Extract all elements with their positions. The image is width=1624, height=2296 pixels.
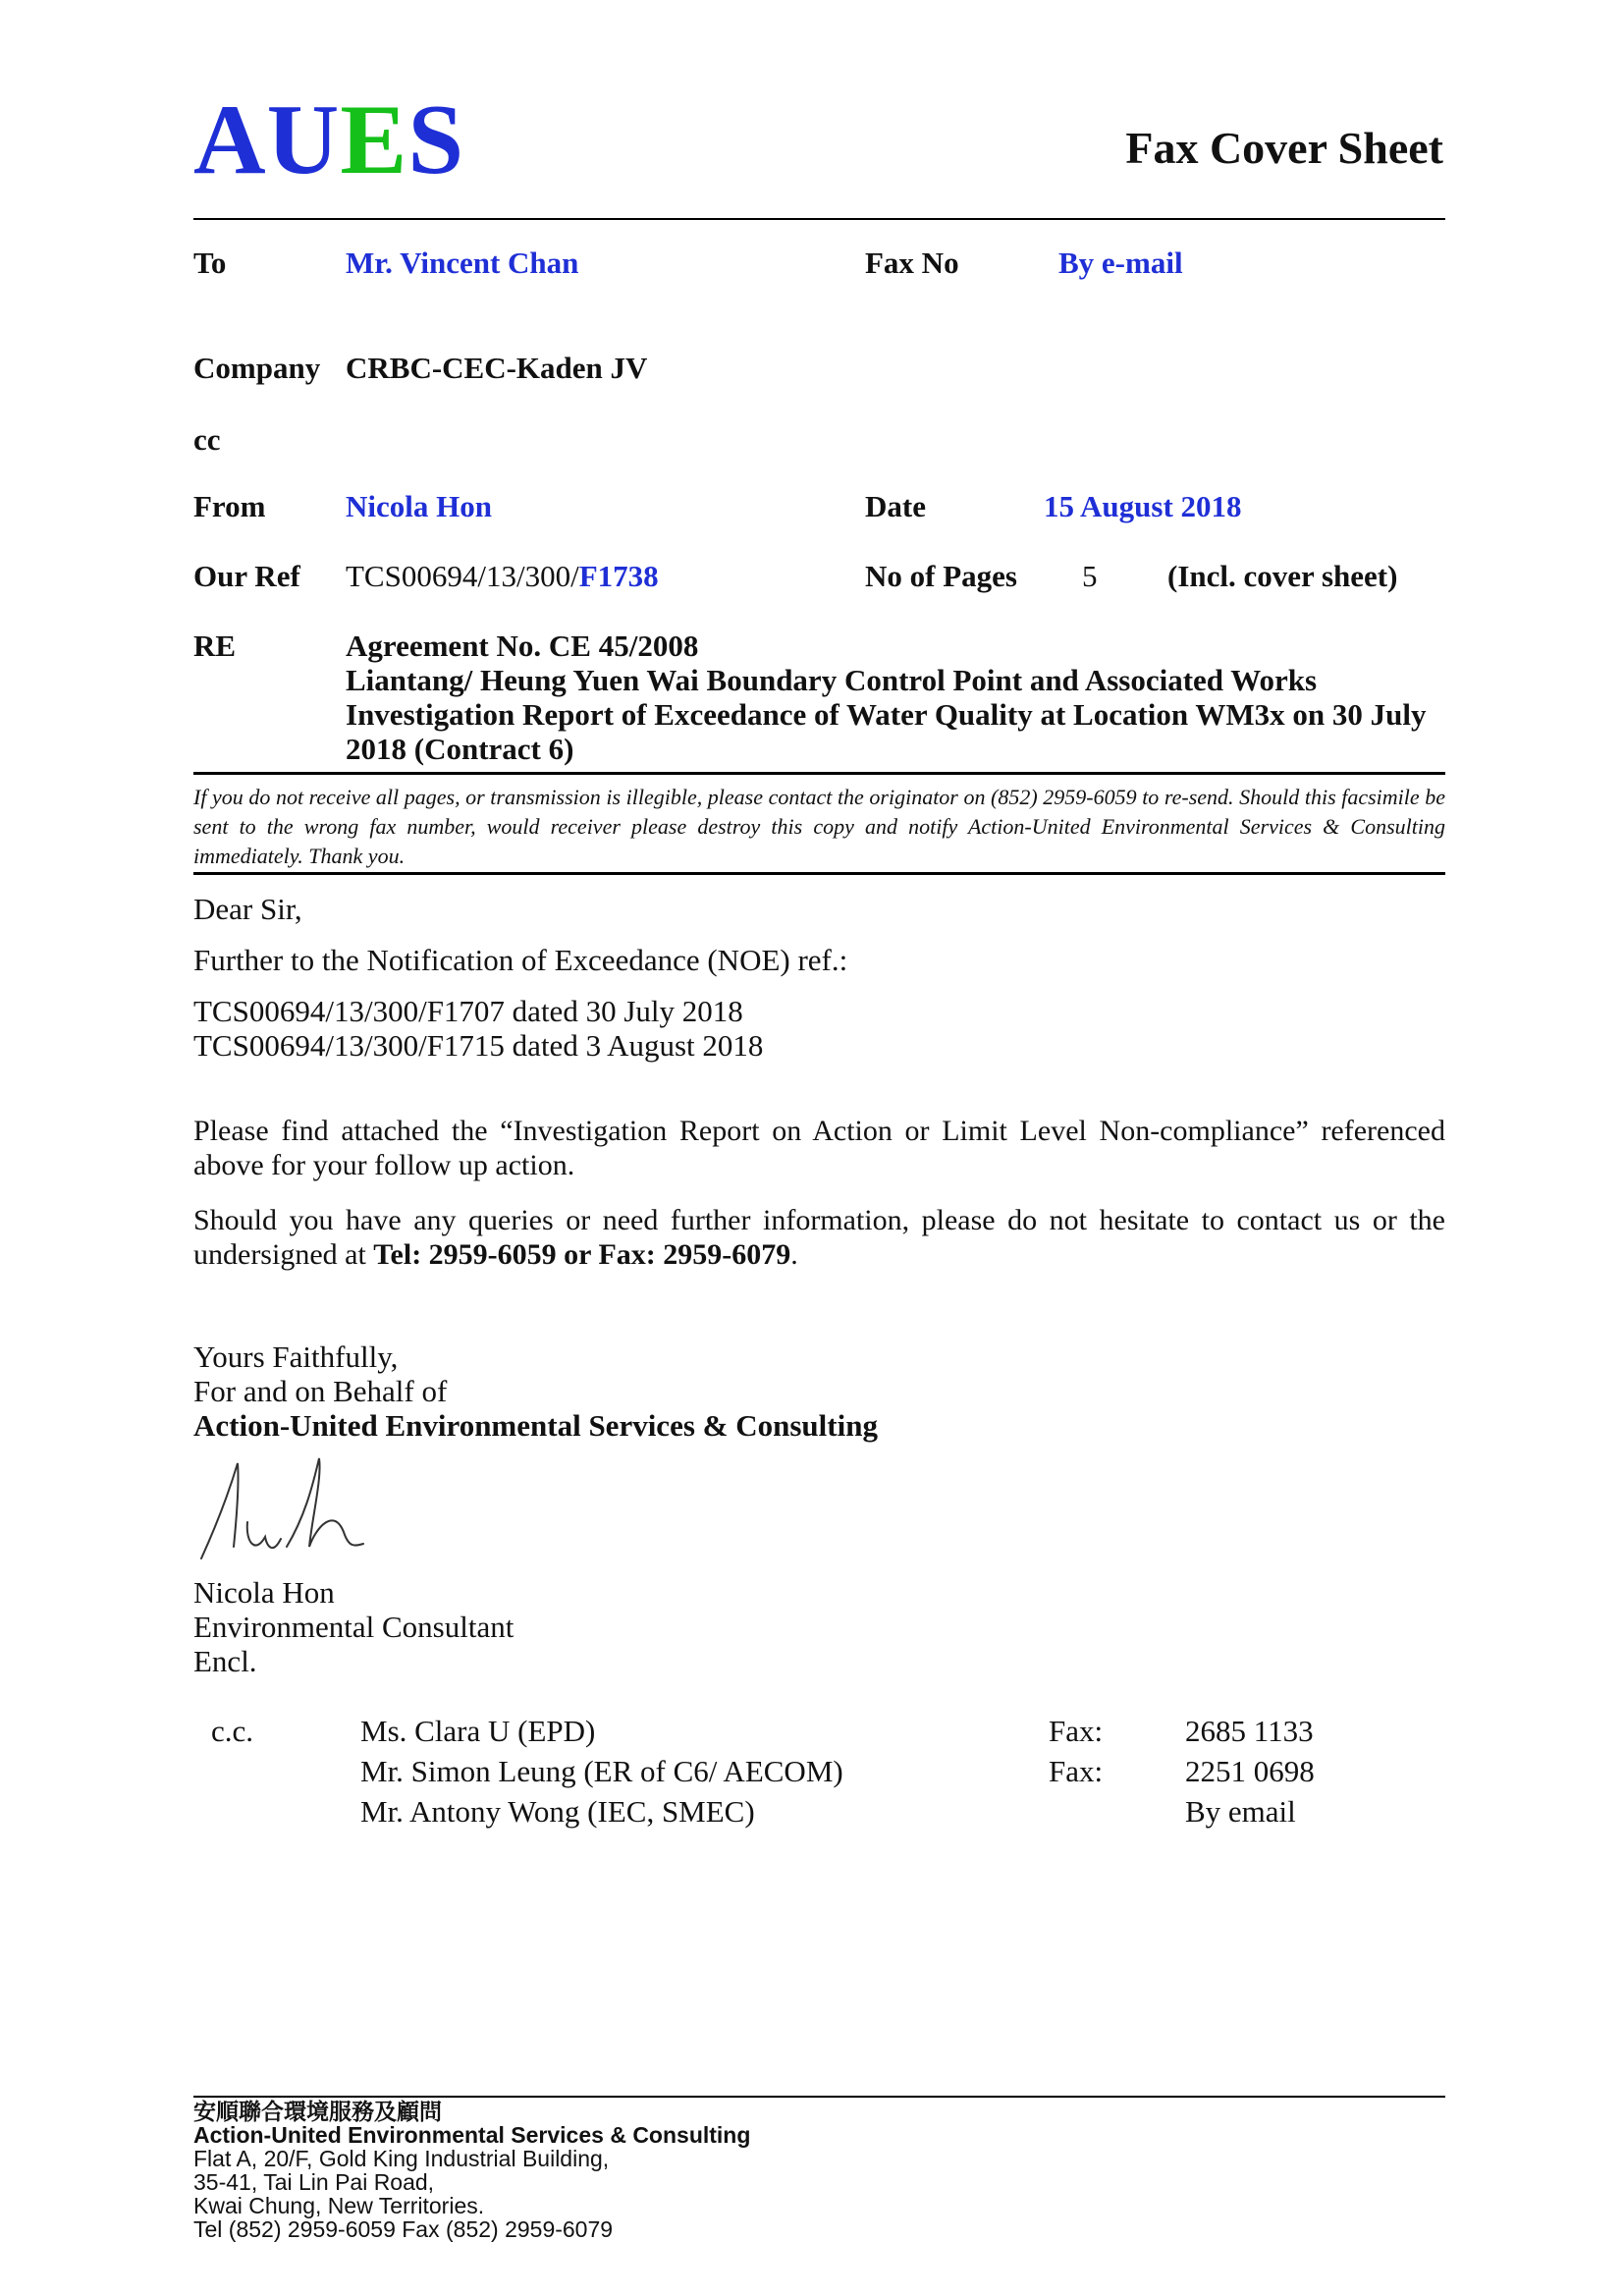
- cc-recipient-name: Mr. Antony Wong (IEC, SMEC): [360, 1794, 755, 1829]
- cc-recipient-name: Ms. Clara U (EPD): [360, 1714, 596, 1748]
- intro-line: Further to the Notification of Exceedance (NOE) ref.:: [193, 943, 848, 977]
- cc-recipient-fax: 2685 1133: [1185, 1714, 1314, 1748]
- footer-chinese-name: 安順聯合環境服務及顧問: [193, 2099, 442, 2124]
- ref-value: [346, 559, 659, 594]
- date-label: Date: [865, 489, 926, 523]
- header-divider: [193, 218, 1445, 220]
- re-label: RE: [193, 629, 237, 663]
- re-line-4: 2018 (Contract 6): [346, 732, 574, 766]
- logo-letter-e: E: [340, 84, 408, 195]
- document-title: Fax Cover Sheet: [1125, 123, 1443, 173]
- signer-name: Nicola Hon: [193, 1575, 335, 1610]
- logo-letters-au: AU: [193, 84, 341, 195]
- company-value: CRBC-CEC-Kaden JV: [346, 351, 648, 385]
- closing-company: Action-United Environmental Services & Consulting: [193, 1408, 878, 1443]
- notice-top-rule: [193, 772, 1445, 775]
- cc-recipient-fax-label: Fax:: [1049, 1754, 1104, 1788]
- transmission-notice: If you do not receive all pages, or transmission is illegible, please contact the originator on (852) 2959-6059 to re-send. Should this facsimile be sent to the wrong fax number, would receiver please destroy this copy and notify Action-United Environmental Services & Consulting immediately. Thank you.: [193, 785, 1445, 868]
- date-value: 15 August 2018: [1044, 489, 1242, 523]
- handwritten-signature: [196, 1449, 412, 1571]
- notice-bottom-rule: [193, 872, 1445, 875]
- re-line-3: Investigation Report of Exceedance of Water Quality at Location WM3x on 30 July: [346, 697, 1427, 732]
- cc-list-label: c.c.: [211, 1714, 254, 1748]
- noe-ref-1: TCS00694/13/300/F1707 dated 30 July 2018: [193, 994, 743, 1028]
- queries-end: .: [790, 1238, 798, 1271]
- fax-label: Fax No: [865, 246, 959, 280]
- pages-value: 5: [1082, 559, 1098, 593]
- footer-rule: [193, 2096, 1445, 2098]
- re-line-2: Liantang/ Heung Yuen Wai Boundary Control Point and Associated Works: [346, 663, 1318, 697]
- closing-line-1: Yours Faithfully,: [193, 1339, 399, 1374]
- salutation: Dear Sir,: [193, 892, 302, 926]
- ref-value-prefix: TCS00694/13/300/: [346, 559, 579, 593]
- footer-address-1: Flat A, 20/F, Gold King Industrial Building,: [193, 2146, 610, 2171]
- signer-title: Environmental Consultant: [193, 1610, 514, 1644]
- from-value: Nicola Hon: [346, 489, 492, 523]
- footer-address-3: Kwai Chung, New Territories.: [193, 2193, 485, 2218]
- to-label: To: [193, 246, 227, 280]
- footer-company: Action-United Environmental Services & Consulting: [193, 2122, 751, 2148]
- from-label: From: [193, 489, 266, 523]
- queries-text: Should you have any queries or need further information, please do not hesitate to contact us or the undersigned at: [193, 1204, 1445, 1271]
- re-line-1: Agreement No. CE 45/2008: [346, 629, 699, 663]
- paragraph-attached-report: Please find attached the “Investigation Report on Action or Limit Level Non-compliance” referenced above for your follow up action.: [193, 1115, 1445, 1181]
- company-logo: [193, 84, 465, 195]
- cc-recipient-fax: 2251 0698: [1185, 1754, 1315, 1788]
- cc-recipient-fax-label: Fax:: [1049, 1714, 1104, 1748]
- noe-ref-2: TCS00694/13/300/F1715 dated 3 August 2018: [193, 1028, 764, 1063]
- ref-value-number: F1738: [578, 559, 659, 593]
- cc-recipient-name: Mr. Simon Leung (ER of C6/ AECOM): [360, 1754, 843, 1788]
- queries-contact: Tel: 2959-6059 or Fax: 2959-6079: [373, 1238, 791, 1271]
- ref-label: Our Ref: [193, 559, 300, 593]
- fax-value: By e-mail: [1058, 246, 1183, 280]
- enclosure-note: Encl.: [193, 1644, 257, 1678]
- pages-label: No of Pages: [865, 559, 1017, 593]
- cc-recipient-fax: By email: [1185, 1794, 1296, 1829]
- paragraph-queries: [193, 1203, 1445, 1272]
- pages-note: (Incl. cover sheet): [1167, 559, 1398, 593]
- cc-label: cc: [193, 422, 221, 457]
- to-value: Mr. Vincent Chan: [346, 246, 579, 280]
- closing-line-2: For and on Behalf of: [193, 1374, 448, 1408]
- company-label: Company: [193, 351, 321, 385]
- footer-address-2: 35-41, Tai Lin Pai Road,: [193, 2169, 435, 2195]
- footer-contact: Tel (852) 2959-6059 Fax (852) 2959-6079: [193, 2216, 614, 2242]
- logo-letter-s: S: [407, 84, 465, 195]
